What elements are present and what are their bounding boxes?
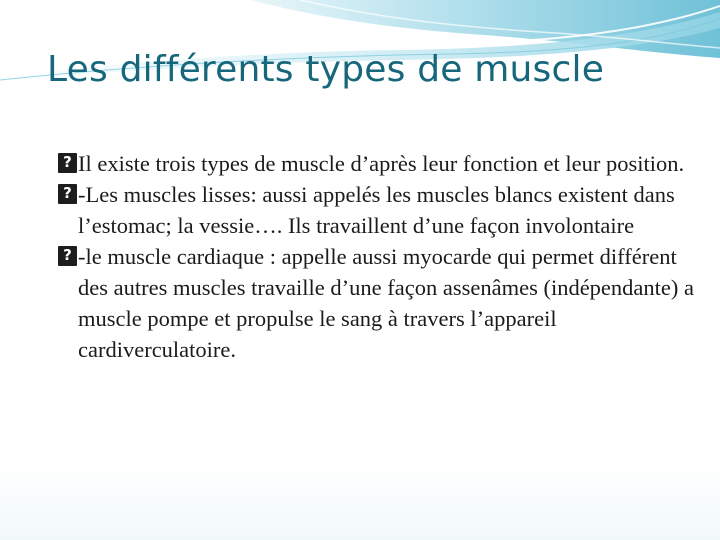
paragraph-text: -Les muscles lisses: aussi appelés les muscles blancs existent dans l’estomac; la vessie…. Ils travaillent d’une façon involontaire bbox=[78, 182, 675, 238]
missing-glyph-icon bbox=[58, 153, 77, 173]
missing-glyph-icon bbox=[58, 246, 77, 266]
missing-glyph-icon bbox=[58, 184, 77, 204]
paragraph-text: -le muscle cardiaque : appelle aussi myocarde qui permet différent des autres muscles travaille d’une façon assenâmes (indépendante) a muscle pompe et propulse le sang à travers l’appareil cardiverculatoire. bbox=[78, 244, 694, 362]
paragraph-cardiac-muscle bbox=[58, 241, 698, 365]
slide-title: Les différents types de muscle bbox=[47, 49, 605, 90]
paragraph-intro bbox=[58, 148, 698, 179]
slide-body bbox=[58, 148, 698, 365]
paragraph-text: Il existe trois types de muscle d’après leur fonction et leur position. bbox=[78, 151, 685, 176]
paragraph-smooth-muscle bbox=[58, 179, 698, 241]
